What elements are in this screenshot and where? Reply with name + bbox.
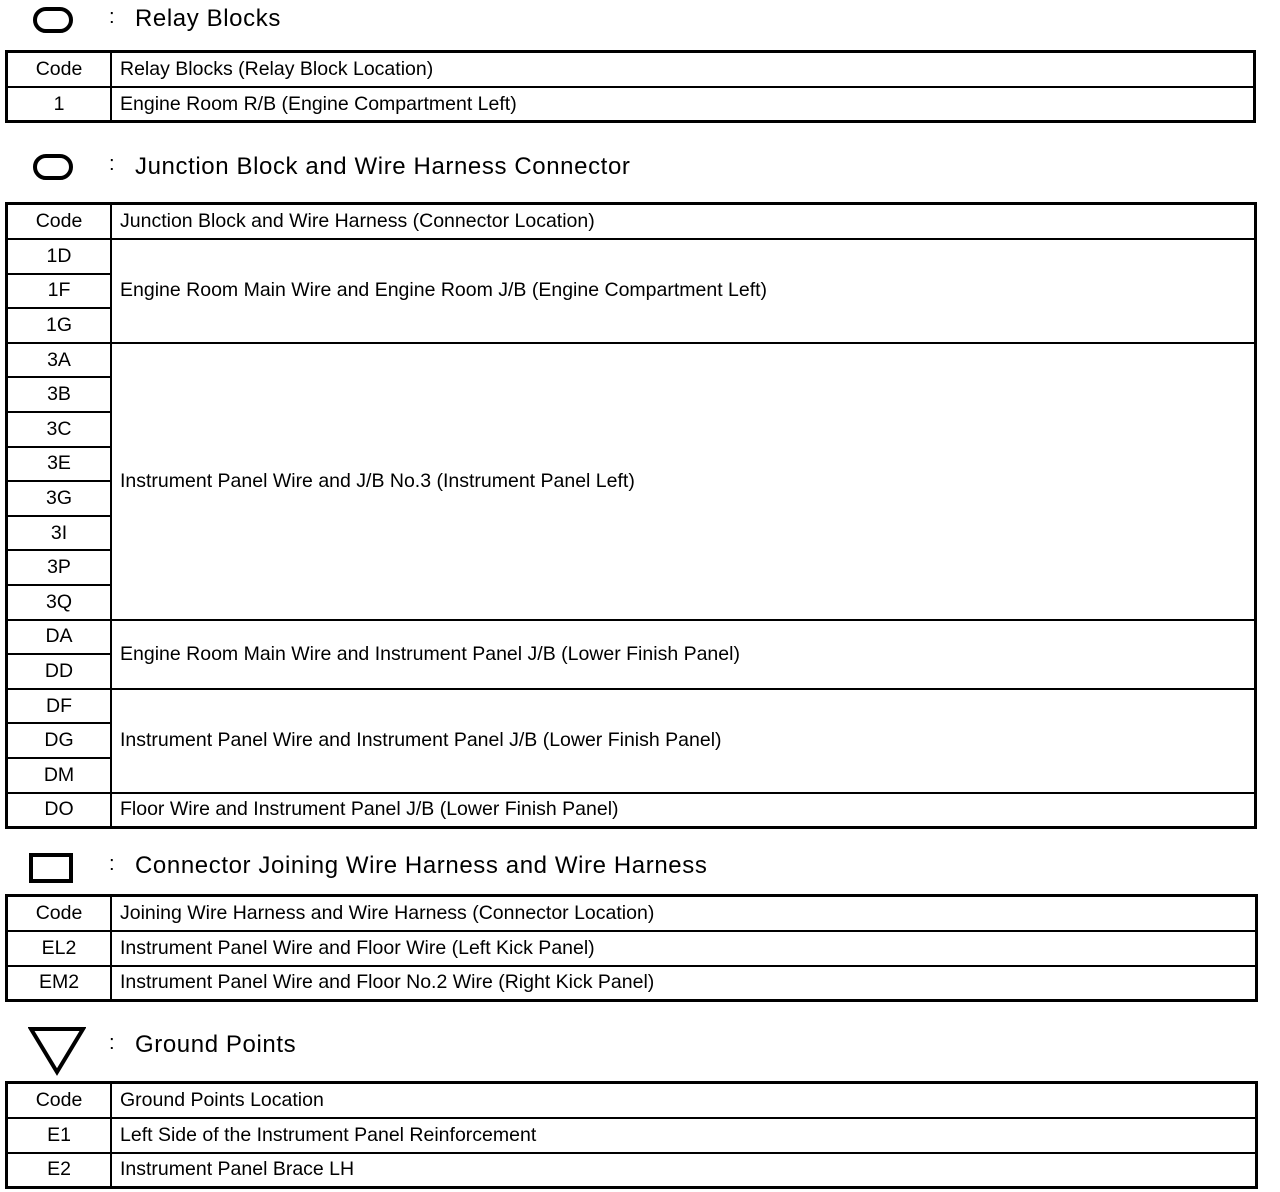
location-header: Ground Points Location [111, 1083, 1256, 1118]
table-header-row [7, 896, 1256, 931]
separator-colon: : [109, 6, 115, 28]
code-cell: DM [7, 758, 111, 793]
code-header: Code [7, 52, 111, 87]
table-row [7, 343, 1255, 378]
junction-block-table [6, 203, 1256, 828]
description-cell: Instrument Panel Wire and J/B No.3 (Instrument Panel Left) [111, 343, 1255, 620]
description-cell: Engine Room Main Wire and Engine Room J/B (Engine Compartment Left) [111, 239, 1255, 343]
rounded-rectangle-icon [33, 7, 73, 33]
description-cell: Floor Wire and Instrument Panel J/B (Lower Finish Panel) [111, 793, 1255, 828]
separator-colon: : [109, 153, 115, 175]
relay-blocks-heading [0, 0, 1280, 40]
separator-colon: : [109, 1032, 115, 1054]
description-cell: Left Side of the Instrument Panel Reinforcement [111, 1118, 1256, 1153]
code-cell: DA [7, 620, 111, 655]
code-cell: 1D [7, 239, 111, 274]
table-row [7, 689, 1255, 724]
code-cell: 3Q [7, 585, 111, 620]
table-row [7, 239, 1255, 274]
code-cell: 3G [7, 481, 111, 516]
ground-points-table [6, 1082, 1257, 1188]
table-header-row [7, 1083, 1256, 1118]
section-title: Junction Block and Wire Harness Connector [135, 153, 631, 180]
table-row [7, 620, 1255, 655]
code-cell: 3I [7, 516, 111, 551]
code-cell: 1 [7, 87, 111, 121]
location-header: Junction Block and Wire Harness (Connector Location) [111, 204, 1255, 239]
code-cell: DG [7, 723, 111, 758]
code-cell: EM2 [7, 966, 111, 1001]
description-cell: Instrument Panel Brace LH [111, 1153, 1256, 1188]
code-cell: 3A [7, 343, 111, 378]
ground-points-heading [0, 1024, 1280, 1064]
connector-joining-table [6, 895, 1257, 1001]
code-header: Code [7, 896, 111, 931]
description-cell: Engine Room Main Wire and Instrument Panel J/B (Lower Finish Panel) [111, 620, 1255, 689]
code-header: Code [7, 1083, 111, 1118]
rounded-rectangle-icon [33, 154, 73, 180]
table-row [7, 87, 1254, 121]
code-cell: 3P [7, 550, 111, 585]
description-cell: Instrument Panel Wire and Instrument Panel J/B (Lower Finish Panel) [111, 689, 1255, 793]
code-cell: 3B [7, 377, 111, 412]
code-cell: DO [7, 793, 111, 828]
code-cell: E1 [7, 1118, 111, 1153]
table-row [7, 1153, 1256, 1188]
location-header: Joining Wire Harness and Wire Harness (Connector Location) [111, 896, 1256, 931]
section-title: Relay Blocks [135, 5, 281, 32]
code-cell: 1F [7, 274, 111, 309]
relay-blocks-table [6, 51, 1255, 122]
code-header: Code [7, 204, 111, 239]
code-cell: 1G [7, 308, 111, 343]
table-row [7, 1118, 1256, 1153]
code-cell: DD [7, 654, 111, 689]
table-header-row [7, 204, 1255, 239]
section-title: Ground Points [135, 1031, 297, 1058]
junction-block-heading [0, 148, 1280, 188]
table-header-row [7, 52, 1254, 87]
table-row [7, 966, 1256, 1001]
description-cell: Instrument Panel Wire and Floor No.2 Wire (Right Kick Panel) [111, 966, 1256, 1001]
code-cell: E2 [7, 1153, 111, 1188]
rectangle-icon [29, 853, 73, 883]
code-cell: 3C [7, 412, 111, 447]
section-title: Connector Joining Wire Harness and Wire Harness [135, 852, 708, 879]
code-cell: 3E [7, 447, 111, 482]
code-cell: DF [7, 689, 111, 724]
description-cell: Instrument Panel Wire and Floor Wire (Left Kick Panel) [111, 931, 1256, 966]
separator-colon: : [109, 853, 115, 875]
table-row [7, 793, 1255, 828]
table-row [7, 931, 1256, 966]
location-header: Relay Blocks (Relay Block Location) [111, 52, 1254, 87]
description-cell: Engine Room R/B (Engine Compartment Left) [111, 87, 1254, 121]
code-cell: EL2 [7, 931, 111, 966]
triangle-icon [28, 1026, 86, 1076]
connector-joining-heading [0, 848, 1280, 888]
